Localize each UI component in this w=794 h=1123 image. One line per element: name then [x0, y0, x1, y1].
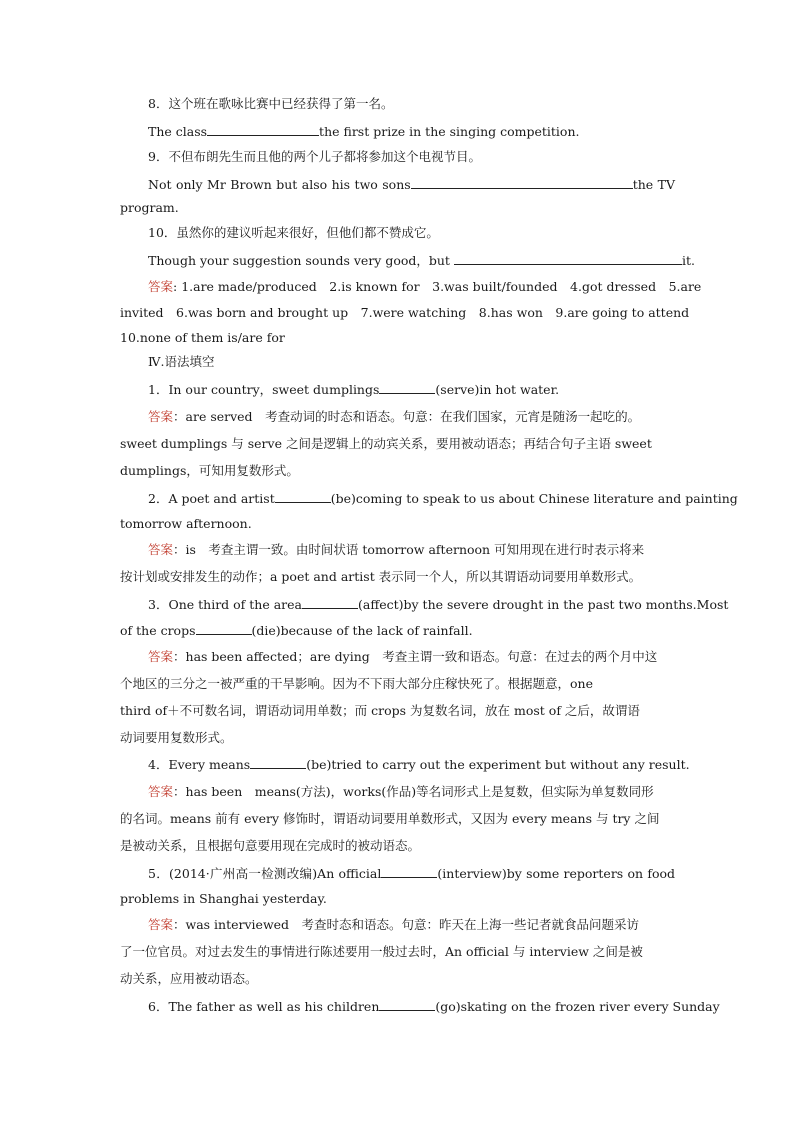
answer-blank[interactable] [207, 122, 319, 136]
answer-explanation: 是被动关系，且根据句意要用现在完成时的被动语态。 [120, 838, 421, 853]
q9-chinese: 9．不但布朗先生而且他的两个儿子都将参加这个电视节目。 [148, 149, 481, 164]
q10-english: Though your suggestion sounds very good，but it. [148, 253, 695, 268]
answer-blank[interactable] [411, 175, 633, 189]
answer-blank[interactable] [250, 755, 306, 769]
question-3-cont: of the crops (die)because of the lack of rainfall. [120, 623, 473, 638]
answer-blank[interactable] [275, 489, 331, 503]
answer-key-line: 答案: 1.are made/produced 2.is known for 3.was built/founded 4.got dressed 5.are [148, 279, 702, 294]
question-2-cont: tomorrow afternoon. [120, 516, 252, 531]
answer-explanation: dumplings，可知用复数形式。 [120, 463, 299, 478]
answer-explanation: 个地区的三分之一被严重的干旱影响。因为不下雨大部分庄稼快死了。根据题意，one [120, 676, 593, 691]
answer-blank[interactable] [379, 380, 435, 394]
answer-blank[interactable] [454, 251, 682, 265]
answer-label: 答案 [148, 784, 174, 799]
answer-explanation: 答案：is 考查主谓一致。由时间状语 tomorrow afternoon 可知用现在进行时表示将来 [148, 542, 645, 557]
answer-explanation: 动词要用复数形式。 [120, 730, 233, 745]
answer-blank[interactable] [196, 621, 252, 635]
answer-key-line: 10.none of them is/are for [120, 330, 285, 345]
answer-label: 答案 [148, 542, 174, 557]
question-5-cont: problems in Shanghai yesterday. [120, 891, 327, 906]
answer-explanation: 答案：was interviewed 考查时态和语态。句意：昨天在上海一些记者就食品问题采访 [148, 917, 640, 932]
answer-explanation: 了一位官员。对过去发生的事情进行陈述要用一般过去时，An official 与 interview 之间是被 [120, 944, 643, 959]
question-4: 4．Every means (be)tried to carry out the experiment but without any result. [148, 757, 690, 772]
answer-label: 答案 [148, 649, 174, 664]
answer-explanation: 答案：has been affected；are dying 考查主谓一致和语态。句意：在过去的两个月中这 [148, 649, 658, 664]
question-1: 1．In our country，sweet dumplings (serve)in hot water. [148, 382, 560, 397]
question-6: 6．The father as well as his children (go)skating on the frozen river every Sunday [148, 999, 720, 1014]
answer-blank[interactable] [379, 997, 435, 1011]
answer-explanation: 答案：are served 考查动词的时态和语态。句意：在我们国家，元宵是随汤一起吃的。 [148, 409, 641, 424]
answer-label: 答案 [148, 917, 174, 932]
answer-blank[interactable] [381, 864, 437, 878]
section-heading: Ⅳ.语法填空 [148, 354, 215, 369]
answer-label: 答案 [148, 279, 174, 294]
answer-explanation: 答案：has been means(方法)，works(作品)等名词形式上是复数，但实际为单复数同形 [148, 784, 654, 799]
q8-english: The class the first prize in the singing competition. [148, 124, 580, 139]
question-2: 2．A poet and artist (be)coming to speak to us about Chinese literature and painting [148, 491, 738, 506]
q9-english-cont: program. [120, 200, 179, 215]
q9-english: Not only Mr Brown but also his two sons the TV [148, 177, 675, 192]
answer-explanation: 动关系，应用被动语态。 [120, 971, 258, 986]
answer-explanation: 按计划或安排发生的动作；a poet and artist 表示同一个人，所以其谓语动词要用单数形式。 [120, 569, 642, 584]
q8-chinese: 8．这个班在歌咏比赛中已经获得了第一名。 [148, 96, 394, 111]
q10-chinese: 10．虽然你的建议听起来很好，但他们都不赞成它。 [148, 225, 439, 240]
answer-key-line: invited 6.was born and brought up 7.were watching 8.has won 9.are going to attend [120, 305, 690, 320]
answer-explanation: third of＋不可数名词，谓语动词用单数；而 crops 为复数名词，放在 most of 之后，故谓语 [120, 703, 640, 718]
answer-label: 答案 [148, 409, 174, 424]
question-3: 3．One third of the area (affect)by the severe drought in the past two months.Most [148, 597, 729, 612]
question-5: 5．(2014·广州高一检测改编)An official (interview)by some reporters on food [148, 866, 675, 881]
answer-blank[interactable] [302, 595, 358, 609]
answer-explanation: 的名词。means 前有 every 修饰时，谓语动词要用单数形式，又因为 every means 与 try 之间 [120, 811, 660, 826]
answer-explanation: sweet dumplings 与 serve 之间是逻辑上的动宾关系，要用被动语态；再结合句子主语 sweet [120, 436, 652, 451]
